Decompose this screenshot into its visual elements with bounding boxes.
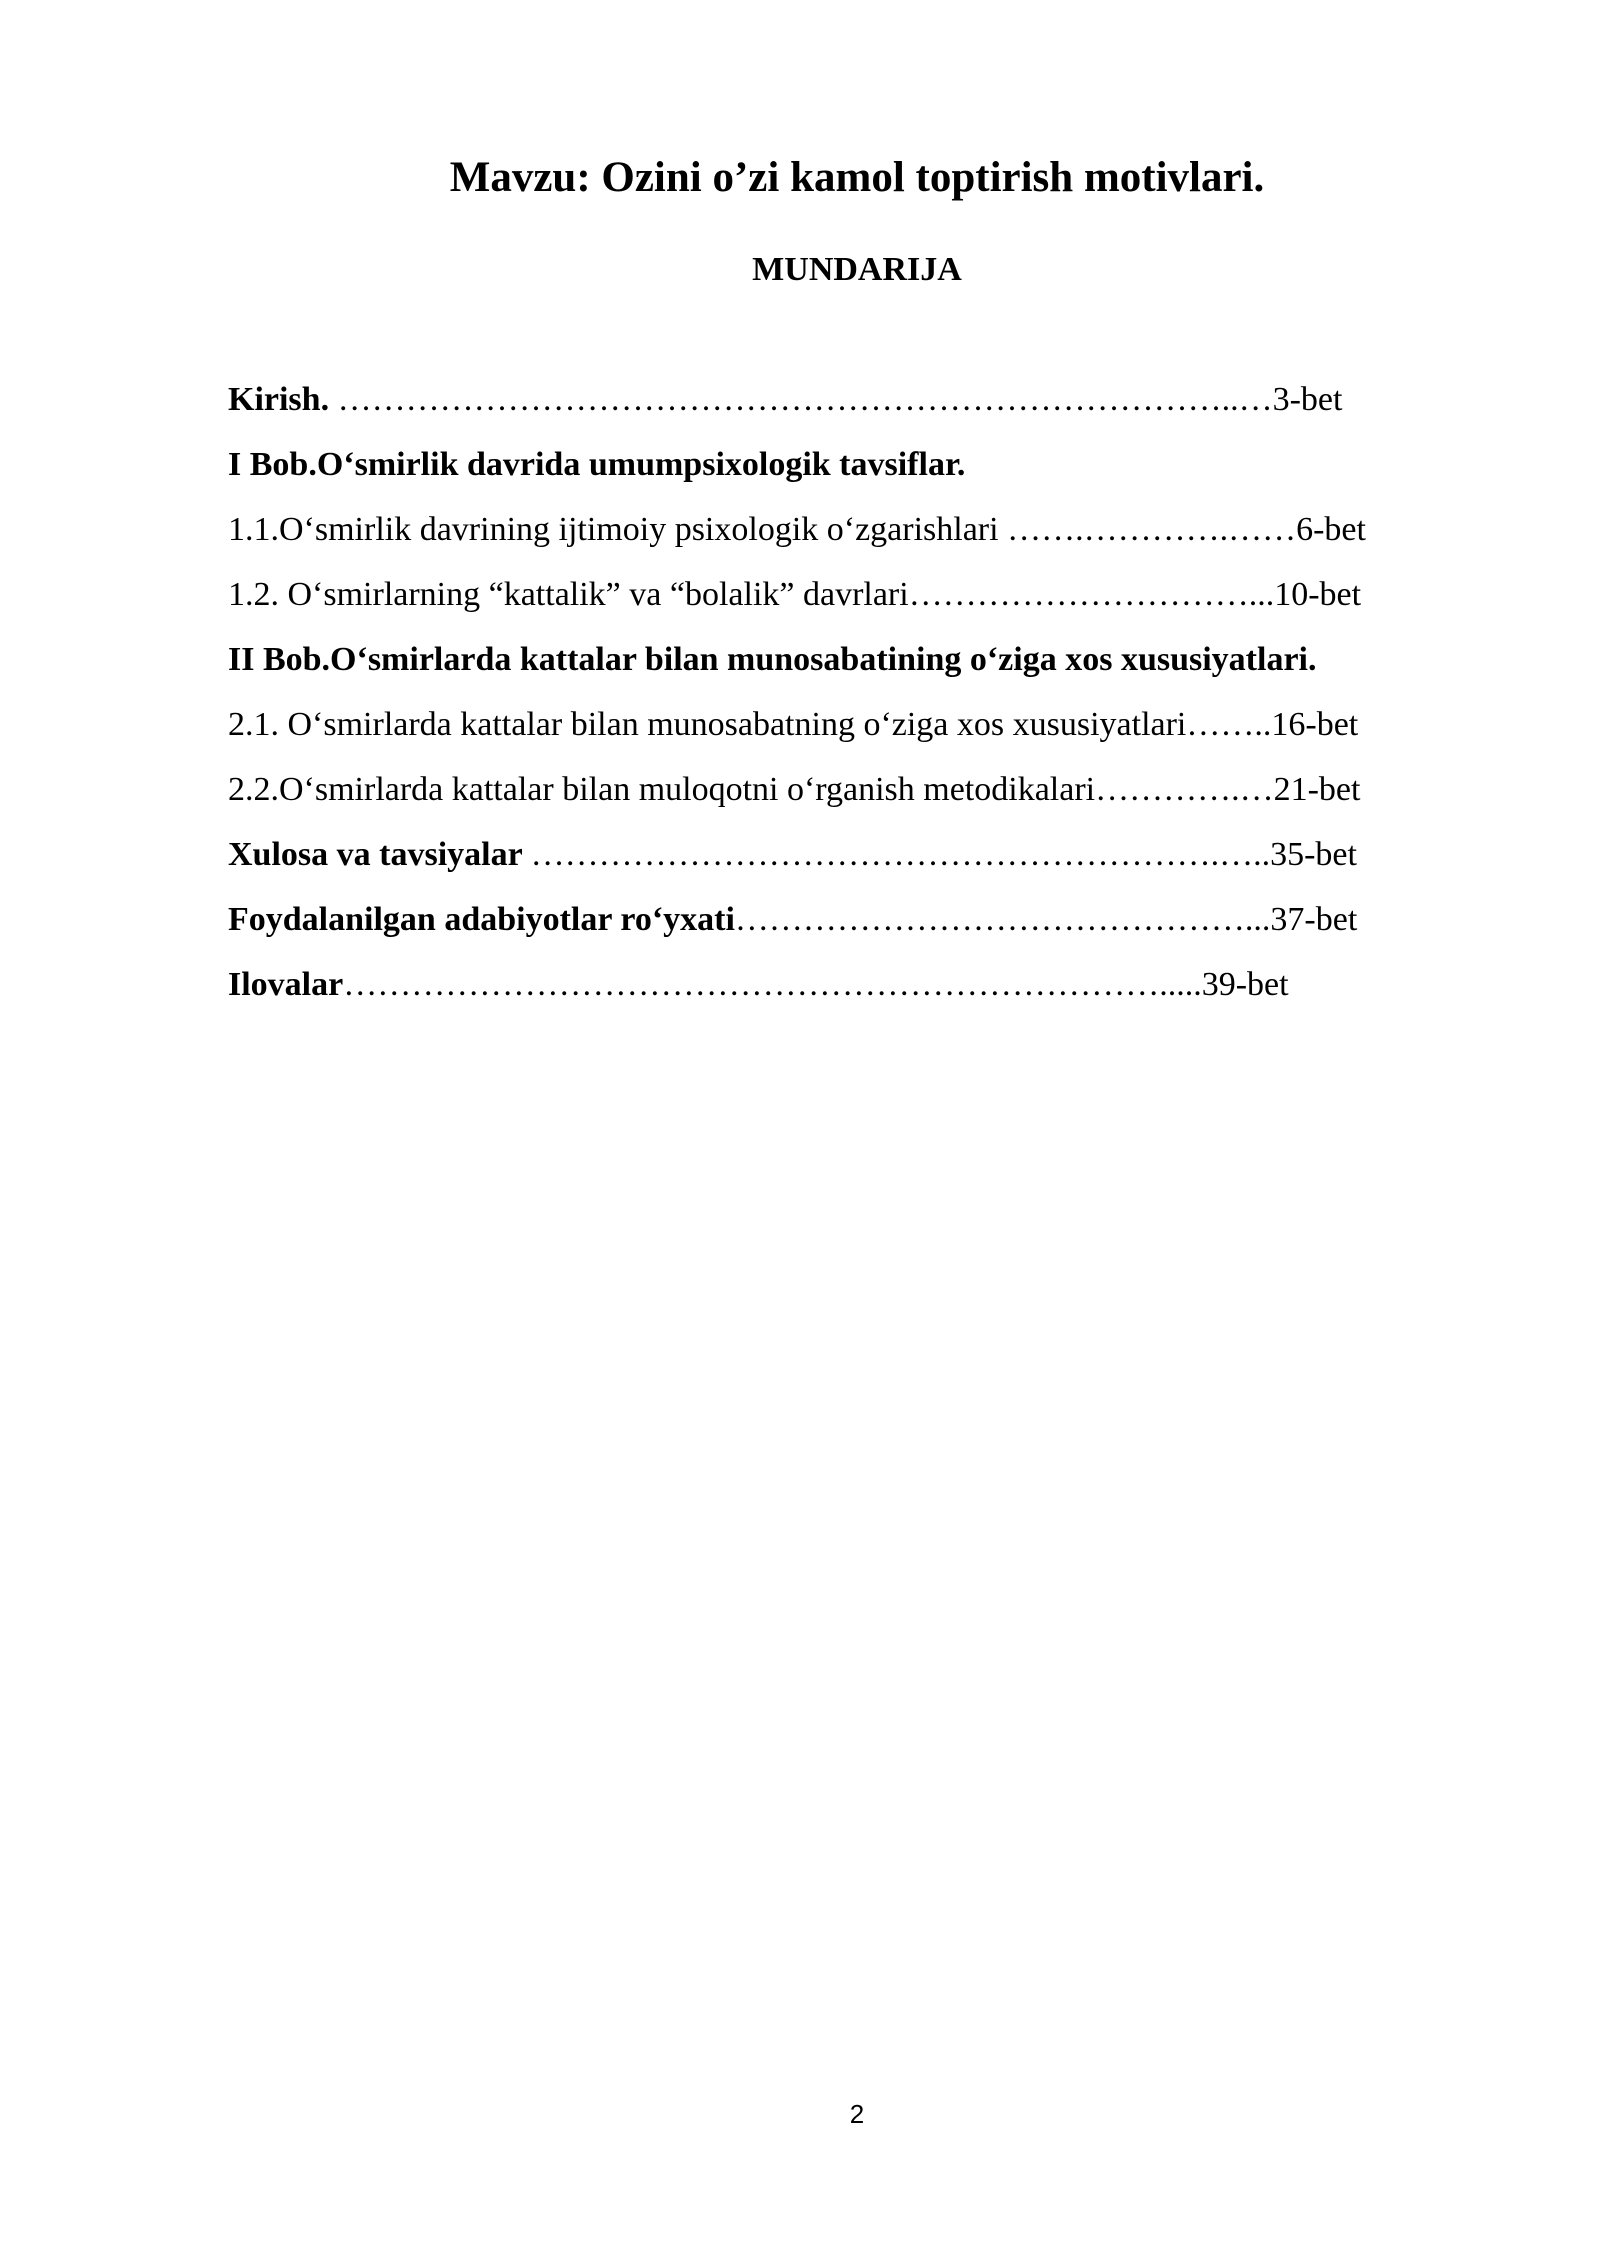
toc-entry[interactable] — [228, 573, 1488, 638]
toc-leader-dots: ………………………………………………………………..... — [343, 966, 1202, 1003]
toc-entry[interactable] — [228, 378, 1488, 443]
toc-entry-label: Foydalanilgan adabiyotlar ro‘yxati — [228, 901, 735, 938]
toc-page-number: 37-bet — [1270, 901, 1358, 938]
toc-leader-dots: ………….… — [1095, 771, 1274, 808]
toc-page-number: 35-bet — [1270, 836, 1357, 873]
toc-leader-dots: …….………….…… — [1007, 511, 1297, 548]
toc-entry[interactable] — [228, 638, 1488, 703]
toc-page-number: 21-bet — [1273, 771, 1361, 808]
toc-entry[interactable] — [228, 768, 1488, 833]
toc-leader-dots: …………………………………………………….….. — [530, 836, 1271, 873]
toc-entry[interactable] — [228, 833, 1488, 898]
toc-entry-label: Kirish. — [228, 381, 338, 418]
table-of-contents — [228, 378, 1488, 1028]
toc-leader-dots: ……………………………………………………………………..… — [337, 381, 1273, 418]
toc-entry[interactable] — [228, 703, 1488, 768]
toc-heading: MUNDARIJA — [752, 251, 962, 288]
toc-entry-label: 1.2. O‘smirlarning “kattalik” va “bolalik” davrlari — [228, 576, 909, 613]
document-title: Mavzu: Ozini o’zi kamol toptirish motivlari. — [449, 154, 1265, 201]
toc-page-number: 39-bet — [1201, 966, 1289, 1003]
toc-page-number: 16-bet — [1271, 706, 1359, 743]
toc-leader-dots: …………………………... — [908, 576, 1275, 613]
toc-page-number: 10-bet — [1274, 576, 1362, 613]
toc-entry[interactable] — [228, 508, 1488, 573]
page-number: 2 — [849, 2099, 865, 2129]
toc-entry-label: I Bob.O‘smirlik davrida umumpsixologik tavsiflar. — [228, 446, 966, 483]
toc-entry-label: 2.2.O‘smirlarda kattalar bilan muloqotni o‘rganish metodikalari — [228, 771, 1096, 808]
toc-entry-label: II Bob.O‘smirlarda kattalar bilan munosabatining o‘ziga xos xususiyatlari. — [228, 641, 1317, 678]
toc-leader-dots: ………………………………………... — [734, 901, 1271, 938]
toc-entry-label: Ilovalar — [228, 966, 344, 1003]
toc-entry[interactable] — [228, 898, 1488, 963]
toc-leader-dots: …….. — [1186, 706, 1272, 743]
toc-entry[interactable] — [228, 963, 1488, 1028]
toc-page-number: 6-bet — [1296, 511, 1366, 548]
toc-entry-label: 2.1. O‘smirlarda kattalar bilan munosabatning o‘ziga xos xususiyatlari — [228, 706, 1187, 743]
toc-entry[interactable] — [228, 443, 1488, 508]
toc-entry-label: 1.1.O‘smirlik davrining ijtimoiy psixologik o‘zgarishlari — [228, 511, 1008, 548]
toc-entry-label: Xulosa va tavsiyalar — [228, 836, 531, 873]
toc-page-number: 3-bet — [1272, 381, 1343, 418]
